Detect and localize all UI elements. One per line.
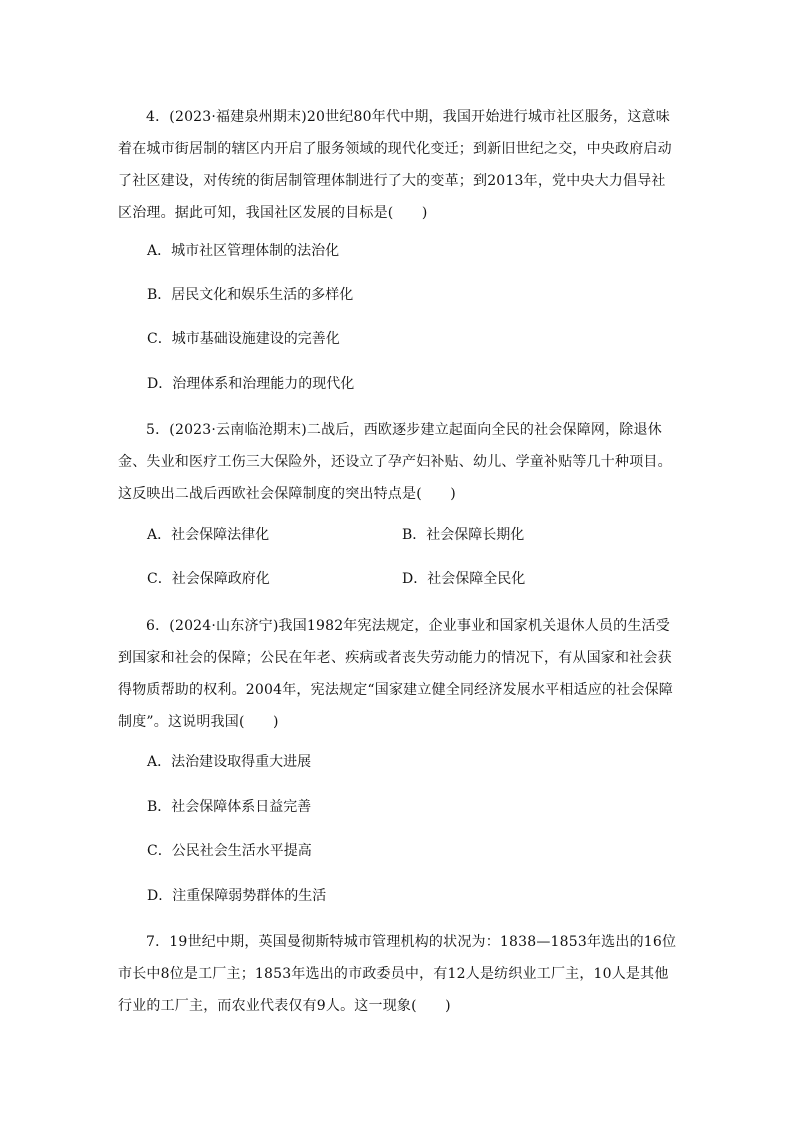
question-6-option-b: B．社会保障体系日益完善 (147, 799, 312, 815)
question-5-option-b: B．社会保障长期化 (402, 527, 525, 543)
question-6-option-a: A．法治建设取得重大进展 (147, 754, 312, 770)
question-4-option-a: A．城市社区管理体制的法治化 (147, 243, 340, 259)
question-6-option-c: C．公民社会生活水平提高 (147, 843, 312, 859)
question-5-option-d: D．社会保障全民化 (402, 571, 526, 587)
question-6-option-d: D．注重保障弱势群体的生活 (147, 888, 327, 904)
question-4-option-c: C．城市基础设施建设的完善化 (147, 331, 340, 347)
question-7-stem: 7．19世纪中期，英国曼彻斯特城市管理机构的状况为：1838—1853年选出的16位市长中8位是工厂主；1853年选出的市政委员中，有12人是纺织业工厂主，10人是其他行业的工厂主，而农业代表仅有9人。这一现象( ) (118, 934, 677, 1014)
question-5-stem: 5．(2023·云南临沧期末)二战后，西欧逐步建立起面向全民的社会保障网，除退休金、失业和医疗工伤三大保险外，还设立了孕产妇补贴、幼儿、学童补贴等几十种项目。这反映出二战后西欧社会保障制度的突出特点是( ) (118, 422, 672, 502)
question-4-option-b: B．居民文化和娱乐生活的多样化 (147, 287, 354, 303)
question-5-option-a: A．社会保障法律化 (147, 527, 270, 543)
question-5-option-c: C．社会保障政府化 (147, 571, 270, 587)
question-4-stem: 4．(2023·福建泉州期末)20世纪80年代中期，我国开始进行城市社区服务，这意味着在城市街居制的辖区内开启了服务领域的现代化变迁；到新旧世纪之交，中央政府启动了社区建设，对传统的街居制管理体制进行了大的变革；到2013年，党中央大力倡导社区治理。据此可知，我国社区发展的目标是( ) (118, 109, 672, 221)
question-6-stem: 6．(2024·山东济宁)我国1982年宪法规定，企业事业和国家机关退休人员的生活受到国家和社会的保障；公民在年老、疾病或者丧失劳动能力的情况下，有从国家和社会获得物质帮助的权利。2004年，宪法规定“国家建立健全同经济发展水平相适应的社会保障制度”。这说明我国( ) (118, 618, 673, 730)
question-4-option-d: D．治理体系和治理能力的现代化 (147, 376, 355, 392)
